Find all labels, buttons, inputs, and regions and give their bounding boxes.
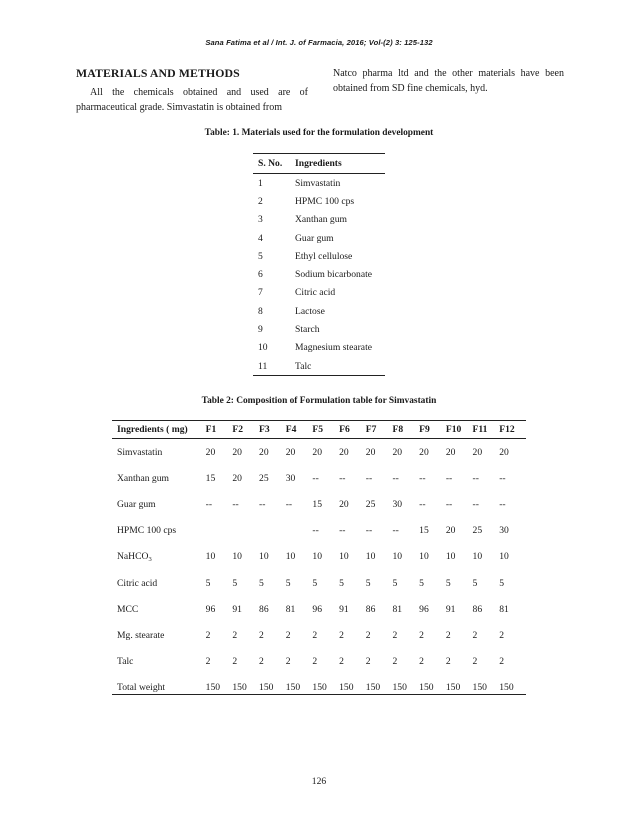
- table2-cell-value: 20: [445, 525, 456, 537]
- table1-cell-ingredient: Starch: [295, 324, 320, 336]
- table2-cell-value: 150: [232, 675, 259, 695]
- table1-cell-sno: 3: [258, 214, 263, 226]
- table2-cell-value: 20: [339, 498, 349, 510]
- table2-cell-value: 150: [419, 675, 446, 695]
- table2-cell-value: [206, 518, 233, 544]
- table1-header-row: [253, 154, 385, 174]
- table1-row: [253, 357, 385, 376]
- table2-row: [112, 622, 526, 648]
- table2-cell-ingredient: Xanthan gum: [117, 472, 169, 484]
- table1-row: [253, 320, 385, 338]
- table2-cell-value: 2: [499, 629, 505, 641]
- table2-cell-ingredient: Citric acid: [117, 577, 158, 589]
- table2-cell-value: 150: [499, 675, 526, 695]
- table2-cell-value: 91: [339, 603, 349, 615]
- table2-row: [112, 491, 526, 517]
- table1-cell-ingredient: Sodium bicarbonate: [295, 269, 372, 281]
- table2-cell-value: 2: [472, 656, 478, 668]
- table1-cell-sno: 7: [258, 287, 263, 299]
- nahco3-base: NaHCO: [117, 550, 149, 562]
- table2-cell-value: 10: [392, 551, 403, 563]
- table2-cell-value: 10: [365, 551, 376, 563]
- table2-cell-value: 15: [419, 525, 429, 537]
- table2-cell-value: 15: [205, 472, 216, 484]
- table1-cell-ingredient: Talc: [290, 357, 385, 376]
- table2-cell-ingredient: HPMC 100 cps: [117, 525, 177, 537]
- table2-cell-value: 2: [419, 629, 424, 641]
- table2-cell-value: --: [419, 472, 426, 484]
- table1-cell-ingredient: Guar gum: [295, 232, 334, 244]
- table1-cell-ingredient: Ethyl cellulose: [295, 250, 353, 262]
- table1-cell-ingredient: Magnesium stearate: [295, 342, 372, 354]
- table2-cell-value: 2: [392, 629, 398, 641]
- table2-cell-value: 10: [499, 551, 509, 563]
- table2-cell-value: 5: [499, 577, 505, 589]
- table2-cell-value: --: [365, 525, 373, 537]
- table2-cell-value: 2: [285, 629, 291, 641]
- left-paragraph: All the chemicals obtained and used are of pharmaceutical grade. Simvastatin is obtained from: [76, 87, 308, 113]
- table2-header-f12: F12: [499, 421, 526, 439]
- table2-header-f11: F11: [473, 421, 500, 439]
- table2-cell-value: 2: [312, 629, 318, 641]
- table2-cell-value: 20: [392, 446, 403, 458]
- table2-cell-value: --: [312, 472, 319, 484]
- table1-cell-sno: 8: [258, 305, 263, 317]
- table2-cell-value: 20: [499, 446, 509, 458]
- section-heading: MATERIALS AND METHODS: [76, 66, 240, 80]
- table2-cell-value: --: [445, 498, 453, 510]
- table2-cell-value: --: [259, 498, 266, 510]
- table2-cell-value: 30: [499, 525, 509, 537]
- table2-cell-value: --: [365, 472, 373, 484]
- table1-materials: [253, 153, 385, 376]
- table2-cell-value: 2: [232, 629, 238, 641]
- table2-cell-value: 2: [445, 629, 451, 641]
- table2-cell-value: 30: [392, 498, 403, 510]
- table2-cell-value: 10: [205, 551, 216, 563]
- table2-cell-value: 25: [365, 498, 376, 510]
- table2-composition: [112, 420, 526, 695]
- table2-header-f4: F4: [286, 421, 313, 439]
- table2-cell-ingredient: Guar gum: [117, 498, 156, 510]
- table2-cell-value: 2: [392, 656, 398, 668]
- table2-cell-value: 150: [473, 675, 500, 695]
- table2-cell-value: 2: [445, 656, 451, 668]
- table2-cell-value: 150: [286, 675, 313, 695]
- table2-cell-value: 20: [339, 446, 349, 458]
- table2-header-f9: F9: [419, 421, 446, 439]
- table2-cell-value: 10: [259, 551, 269, 563]
- table2-cell-value: 2: [312, 656, 318, 668]
- table1-row: [253, 265, 385, 283]
- table2-header-f8: F8: [392, 421, 419, 439]
- table2-cell-value: 20: [232, 446, 242, 458]
- table2-cell-value: 2: [472, 629, 478, 641]
- table1-cell-sno: 11: [253, 357, 290, 376]
- table2-cell-value: 2: [499, 656, 505, 668]
- table1-row: [253, 192, 385, 210]
- table2-row: [112, 596, 526, 622]
- table2-row: [112, 570, 526, 596]
- table2-cell-value: 10: [232, 551, 242, 563]
- table2-cell-value: 150: [312, 675, 339, 695]
- table2-cell-value: --: [312, 525, 319, 537]
- table2-cell-value: 5: [312, 577, 318, 589]
- table1-row: [253, 284, 385, 302]
- table2-cell-value: 2: [419, 656, 424, 668]
- table1-cell-sno: 9: [258, 324, 263, 336]
- table1-cell-ingredient: Lactose: [295, 305, 325, 317]
- table2-cell-value: [232, 518, 259, 544]
- table2-row: [112, 544, 526, 570]
- table2-cell-value: 30: [285, 472, 296, 484]
- table2-header-ingredients: Ingredients ( mg): [112, 421, 206, 439]
- table1-row: [253, 247, 385, 265]
- table2-header-f6: F6: [339, 421, 366, 439]
- left-column: [76, 66, 308, 115]
- table2-cell-value: 91: [445, 603, 456, 615]
- table2-cell-value: 20: [205, 446, 216, 458]
- table1-cell-ingredient: Simvastatin: [295, 177, 341, 189]
- table2-cell-value: 150: [339, 675, 366, 695]
- table2-cell-value: --: [499, 472, 506, 484]
- table1-header-ingredients: Ingredients: [290, 154, 385, 174]
- table2-cell-value: 2: [285, 656, 291, 668]
- table2-cell-value: 150: [392, 675, 419, 695]
- table2-cell-value: 81: [392, 603, 403, 615]
- table2-cell-ingredient: Total weight: [112, 675, 206, 695]
- table2-header-row: [112, 421, 526, 439]
- table2-header-f5: F5: [312, 421, 339, 439]
- page-number: 126: [311, 776, 327, 787]
- table2-cell-value: 5: [339, 577, 344, 589]
- right-column: [333, 66, 564, 96]
- nahco3-subscript: 3: [148, 555, 152, 563]
- table2-cell-value: --: [472, 472, 479, 484]
- running-head: Sana Fatima et al / Int. J. of Farmacia, 2016; Vol-(2) 3: 125-132: [205, 38, 433, 47]
- table2-cell-value: 25: [259, 472, 269, 484]
- table2-cell-value: --: [445, 472, 453, 484]
- table2-cell-value: 81: [499, 603, 509, 615]
- table2-cell-ingredient: Mg. stearate: [117, 629, 165, 641]
- table2-cell-value: 2: [232, 656, 238, 668]
- table2-cell-value: 10: [312, 551, 323, 563]
- table2-cell-value: 2: [259, 629, 264, 641]
- table2-cell-value: 5: [419, 577, 424, 589]
- table2-cell-value: --: [339, 525, 346, 537]
- table2-caption: Table 2: Composition of Formulation table for Simvastatin: [201, 396, 437, 406]
- table2-cell-value: --: [472, 498, 479, 510]
- table1-cell-sno: 6: [258, 269, 263, 281]
- table2-cell-value: 86: [365, 603, 376, 615]
- table2-cell-value: 2: [365, 656, 371, 668]
- table2-cell-value: 150: [446, 675, 473, 695]
- table1-row: [253, 302, 385, 320]
- table2-cell-value: --: [205, 498, 213, 510]
- table2-cell-value: --: [392, 525, 399, 537]
- table2-cell-value: 20: [472, 446, 483, 458]
- table2-cell-value: 2: [259, 656, 264, 668]
- right-paragraph: Natco pharma ltd and the other materials have been obtained from SD fine chemicals, hyd.: [333, 68, 564, 94]
- table2-cell-value: 5: [392, 577, 398, 589]
- table2-cell-value: 10: [339, 551, 349, 563]
- table2-cell-value: --: [232, 498, 239, 510]
- table2-cell-value: 5: [232, 577, 238, 589]
- table2-header-f3: F3: [259, 421, 286, 439]
- table2-cell-value: 96: [312, 603, 323, 615]
- table2-cell-value: 150: [366, 675, 393, 695]
- table2-cell-value: 86: [259, 603, 269, 615]
- table1-row: [253, 211, 385, 229]
- table2-cell-value: 5: [259, 577, 264, 589]
- table2-cell-value: 5: [285, 577, 291, 589]
- table2-cell-value: 25: [472, 525, 483, 537]
- table2-cell-value: 2: [205, 629, 211, 641]
- table2-cell-value: 96: [419, 603, 429, 615]
- table2-cell-value: --: [499, 498, 506, 510]
- table2-cell-value: 81: [285, 603, 296, 615]
- table1-header-sno: S. No.: [253, 154, 290, 174]
- table2-row: [112, 675, 526, 695]
- table1-cell-sno: 1: [258, 177, 263, 189]
- table2-cell-value: 2: [205, 656, 211, 668]
- table2-cell-value: 20: [232, 472, 242, 484]
- table1-row: [253, 174, 385, 193]
- table1-cell-ingredient: Xanthan gum: [295, 214, 347, 226]
- table2-cell-value: --: [339, 472, 346, 484]
- table2-cell-value: 10: [472, 551, 483, 563]
- table2-cell-value: 5: [205, 577, 211, 589]
- table1-cell-sno: 2: [258, 195, 263, 207]
- table2-cell-value: [286, 518, 313, 544]
- table2-cell-value: 5: [445, 577, 451, 589]
- table2-cell-value: [259, 518, 286, 544]
- table1-row: [253, 229, 385, 247]
- table2-row: [112, 465, 526, 491]
- table2-cell-value: 2: [339, 656, 344, 668]
- table1-cell-sno: 4: [258, 232, 263, 244]
- table2-cell-value: 10: [445, 551, 456, 563]
- table2-cell-value: 20: [285, 446, 296, 458]
- table2-cell-value: --: [392, 472, 399, 484]
- table2-cell-value: 150: [206, 675, 233, 695]
- table2-header-f7: F7: [366, 421, 393, 439]
- table1-caption: Table: 1. Materials used for the formulation development: [204, 128, 434, 138]
- table2-cell-value: 5: [472, 577, 478, 589]
- table2-cell-value: 2: [365, 629, 371, 641]
- table1-cell-sno: 10: [258, 342, 268, 354]
- table2-cell-value: 20: [365, 446, 376, 458]
- table2-cell-value: 86: [472, 603, 483, 615]
- table2-header-f2: F2: [232, 421, 259, 439]
- table2-cell-ingredient-nahco3: [112, 544, 206, 570]
- table2-header-f10: F10: [446, 421, 473, 439]
- table1-row: [253, 339, 385, 357]
- table1-cell-ingredient: Citric acid: [295, 287, 336, 299]
- table2-cell-value: 2: [339, 629, 344, 641]
- table2-cell-value: 91: [232, 603, 242, 615]
- table2-cell-value: 20: [419, 446, 429, 458]
- table2-cell-value: --: [285, 498, 293, 510]
- table2-row: [112, 649, 526, 675]
- table2-cell-ingredient: MCC: [117, 603, 139, 615]
- table2-cell-value: 20: [312, 446, 323, 458]
- table1-cell-ingredient: HPMC 100 cps: [295, 195, 355, 207]
- table1-cell-sno: 5: [258, 250, 263, 262]
- table2-cell-ingredient: Talc: [117, 656, 134, 668]
- table2-cell-value: --: [419, 498, 426, 510]
- table2-cell-value: 20: [259, 446, 269, 458]
- table2-cell-value: 10: [419, 551, 429, 563]
- table2-row: [112, 518, 526, 544]
- table2-cell-value: 5: [365, 577, 371, 589]
- table2-cell-ingredient: Simvastatin: [117, 446, 163, 458]
- table2-cell-value: 10: [285, 551, 296, 563]
- table2-cell-value: 96: [205, 603, 216, 615]
- table2-header-f1: F1: [206, 421, 233, 439]
- table2-cell-value: 150: [259, 675, 286, 695]
- table2-cell-value: 15: [312, 498, 323, 510]
- table2-cell-value: 20: [445, 446, 456, 458]
- table2-row: [112, 439, 526, 466]
